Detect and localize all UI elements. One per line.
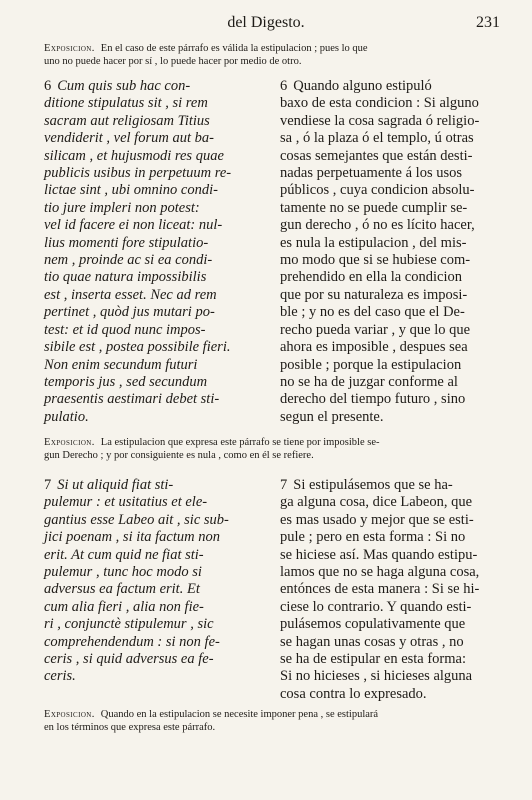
spanish-line: pule ; pero en esta forma : Si no <box>280 529 466 546</box>
exposition-3-label: Exposicion. <box>44 709 95 720</box>
spanish-line: nadas perpetuamente á los usos <box>280 165 463 182</box>
exposition-1-line-2: uno no puede hacer por sí , lo puede hacer por medio de otro. <box>44 56 302 67</box>
latin-line: est , inserta esset. Nec ad rem <box>44 286 217 303</box>
latin-line: tio quae natura impossibilis <box>44 269 207 286</box>
spanish-line: vendiese la cosa sagrada ó religio- <box>280 112 480 129</box>
latin-line: lius momenti fore stipulatio- <box>44 234 209 251</box>
spanish-line: 6 Quando alguno estipuló <box>280 78 432 94</box>
latin-line: 6 Cum quis sub hac con- <box>44 78 191 94</box>
latin-line: vendiderit , vel forum aut ba- <box>44 130 214 147</box>
latin-line: gantius esse Labeo ait , sic sub- <box>44 511 229 528</box>
latin-line: ceris , si quid adversus ea fe- <box>44 651 214 668</box>
section-6-latin <box>44 78 264 426</box>
latin-line: pulemur , tunc hoc modo si <box>44 564 202 581</box>
latin-line: pertinet , quòd jus mutari po- <box>44 304 215 321</box>
spanish-line: 7 Si estipulásemos que se ha- <box>280 477 453 493</box>
spanish-line: cosas semejantes que están desti- <box>280 147 473 164</box>
spanish-line: ble ; y no es del caso que el De- <box>280 304 465 321</box>
latin-line: pulatio. <box>44 408 89 425</box>
section-7-latin <box>44 477 264 686</box>
spanish-line: públicos , cuya condicion absolu- <box>280 182 475 199</box>
latin-line: comprehendendum : si non fe- <box>44 633 220 650</box>
section-6-spanish <box>280 78 494 426</box>
spanish-line: se ha de estipular en esta forma: <box>280 651 467 668</box>
latin-line: test: et id quod nunc impos- <box>44 321 206 338</box>
spanish-line: pulásemos copulativamente que <box>280 616 466 633</box>
exposition-1 <box>44 42 494 68</box>
spanish-line: mo modo que si se hubiese com- <box>280 252 471 269</box>
latin-line: 7 Si ut aliquid fiat sti- <box>44 477 174 493</box>
exposition-3-line-1: Exposicion. Quando en la estipulacion se necesite imponer pena , se estipulará <box>44 709 379 720</box>
spanish-line: sa , ó la plaza ó el templo, ú otras <box>280 130 474 147</box>
latin-line: sacram aut religiosam Titius <box>44 112 210 129</box>
spanish-line: se hiciese así. Mas quando estipu- <box>280 546 478 563</box>
spanish-line: tamente no se puede cumplir se- <box>280 199 468 216</box>
latin-line: erit. At cum quid ne fiat sti- <box>44 546 204 563</box>
spanish-line: baxo de esta condicion : Si alguno <box>280 95 479 112</box>
exposition-3-line-2: en los términos que expresa este párrafo. <box>44 722 216 733</box>
spanish-line: segun el presente. <box>280 408 384 425</box>
latin-line: vel id facere ei non liceat: nul- <box>44 217 223 234</box>
spanish-line: cosa contra lo expresado. <box>280 685 427 702</box>
section-7-spanish <box>280 477 494 703</box>
latin-line: ceris. <box>44 668 76 685</box>
spanish-line: entónces de esta manera : Si se hi- <box>280 581 480 598</box>
spanish-line: ahora es imposible , despues sea <box>280 339 468 356</box>
latin-line: sibile est , postea possibile fieri. <box>44 339 231 356</box>
latin-line: silicam , et hujusmodi res quae <box>44 147 224 164</box>
latin-line: nem , proinde ac si ea condi- <box>44 252 213 269</box>
section-number: 7 <box>44 477 52 493</box>
spanish-line: posible ; porque la estipulacion <box>280 356 462 373</box>
latin-line: temporis jus , sed secundum <box>44 373 208 390</box>
spanish-line: derecho del tiempo futuro , sino <box>280 391 466 408</box>
exposition-2-label: Exposicion. <box>44 437 95 448</box>
spanish-line: se hagan unas cosas y otras , no <box>280 633 464 650</box>
spanish-line: ciese lo contrario. Y quando esti- <box>280 598 472 615</box>
spanish-line: que por su naturaleza es imposi- <box>280 286 468 303</box>
exposition-3 <box>44 708 494 734</box>
spanish-line: prehendido en ella la condicion <box>280 269 462 286</box>
section-number: 6 <box>44 78 52 94</box>
running-head <box>0 14 532 36</box>
exposition-2-line-1: Exposicion. La estipulacion que expresa este párrafo se tiene por imposible se- <box>44 437 380 448</box>
latin-line: Non enim secundum futuri <box>44 356 198 373</box>
section-number: 6 <box>280 78 288 94</box>
exposition-2 <box>44 436 494 462</box>
latin-line: adversus ea factum erit. Et <box>44 581 200 598</box>
latin-line: ditione stipulatus sit , si rem <box>44 95 208 112</box>
exposition-1-line-1: Exposicion. En el caso de este párrafo es válida la estipulacion ; pues lo que <box>44 43 368 54</box>
latin-line: ri , conjunctè stipulemur , sic <box>44 616 214 633</box>
latin-line: publicis usibus in perpetuum re- <box>44 165 232 182</box>
spanish-line: gun derecho , ó no es lícito hacer, <box>280 217 475 234</box>
spanish-line: es mas usado y mejor que se esti- <box>280 511 474 528</box>
latin-line: cum alia fieri , alia non fie- <box>44 598 204 615</box>
exposition-1-label: Exposicion. <box>44 43 95 54</box>
section-number: 7 <box>280 477 288 493</box>
spanish-line: no se ha de juzgar conforme al <box>280 373 458 390</box>
page-number: 231 <box>476 14 500 31</box>
latin-line: tio jure impleri non potest: <box>44 199 200 216</box>
latin-line: praesentis aestimari debet sti- <box>44 391 220 408</box>
spanish-line: Si no hicieses , si hicieses alguna <box>280 668 473 685</box>
latin-line: pulemur : et usitatius et ele- <box>44 494 208 511</box>
spanish-line: recho pueda variar , y que lo que <box>280 321 471 338</box>
spanish-line: es nula la estipulacion , del mis- <box>280 234 467 251</box>
running-title: del Digesto. <box>227 14 305 31</box>
spanish-line: ga alguna cosa, dice Labeon, que <box>280 494 473 511</box>
exposition-2-line-2: gun Derecho ; y por consiguiente es nula , como en él se refiere. <box>44 450 314 461</box>
latin-line: lictae sint , ubi omnino condi- <box>44 182 218 199</box>
latin-line: jici poenam , si ita factum non <box>44 529 220 546</box>
spanish-line: lamos que no se haga alguna cosa, <box>280 564 480 581</box>
